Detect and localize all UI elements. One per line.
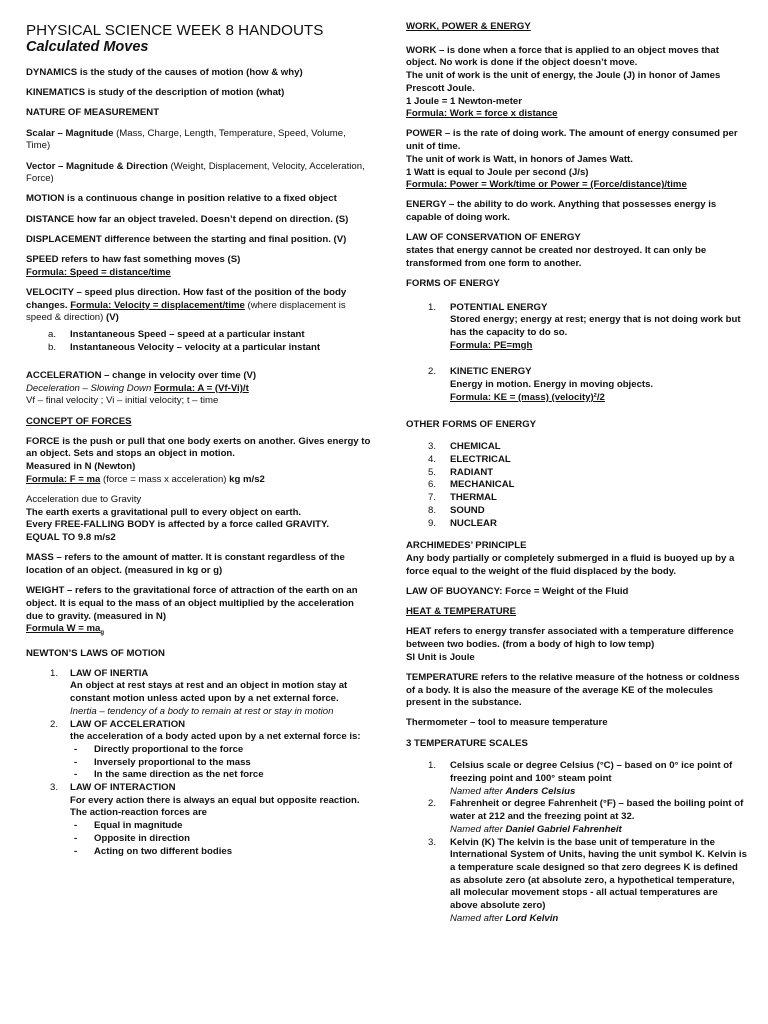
dynamics-term: DYNAMICS (26, 67, 78, 78)
form-text: Stored energy; energy at rest; energy that is not doing work but has the capacity to do so. (450, 314, 741, 339)
weight-def (26, 585, 372, 640)
speed-def (26, 254, 372, 279)
list-item (406, 479, 748, 492)
left-column (26, 22, 372, 858)
power-formula: Formula: Power = Work/time or Power = (Force/distance)/time (406, 179, 687, 191)
list-item (26, 668, 372, 719)
form-name: POTENTIAL ENERGY (450, 301, 548, 313)
law-name: LAW OF ACCELERATION (70, 718, 186, 730)
list-item: - Opposite in direction (26, 833, 372, 846)
list-marker: 4. (428, 453, 437, 465)
list-item: - Acting on two different bodies (26, 846, 372, 859)
power-line: The unit of work is Watt, in honors of James Watt. (406, 153, 633, 165)
list-item (406, 760, 748, 798)
heat-temp-heading: HEAT & TEMPERATURE (406, 606, 516, 618)
velocity-list (26, 329, 372, 354)
list-text: SOUND (450, 504, 485, 516)
heat-unit: SI Unit is Joule (406, 651, 475, 663)
weight-formula-sub: g (100, 630, 105, 637)
form-text: Energy in motion. Energy in moving objects. (450, 379, 654, 391)
force-note: (force = mass x acceleration) (100, 473, 230, 485)
gravity-line: EQUAL TO 9.8 m/s2 (26, 532, 116, 544)
work-line: WORK – is done when a force that is applied to an object moves that object. No work is done if the object doesn’t move. (406, 44, 719, 69)
scale-text: Kelvin (K) The kelvin is the base unit of temperature in the International System of Units, having the unit symbol K. Kelvin is a temperature scale designed so that zero degrees K is defined as absolute zero (at absolute zero, a hypothetical temperature, all molecular movement stops - all actual temperatures are above absolute zero) (450, 836, 747, 912)
list-marker: 8. (428, 504, 437, 516)
list-item (26, 342, 372, 355)
other-forms-heading: OTHER FORMS OF ENERGY (406, 418, 537, 430)
law-name: LAW OF INERTIA (70, 667, 149, 679)
acceleration-vars: Vf – final velocity ; Vi – initial velocity; t – time (26, 395, 219, 407)
scale-named: Named after (450, 912, 506, 924)
nature-heading: NATURE OF MEASUREMENT (26, 107, 160, 119)
speed-text: SPEED refers to haw fast something moves (S) (26, 254, 241, 266)
list-marker: 2. (428, 366, 437, 378)
law-text: An object at rest stays at rest and an object in motion stay at constant motion unless acted upon by a net external force. (70, 680, 348, 705)
list-marker: 1. (50, 667, 59, 679)
acceleration-law-points (26, 744, 372, 782)
acceleration-def (26, 370, 372, 408)
list-item: - Inversely proportional to the mass (26, 757, 372, 770)
forms-heading: FORMS OF ENERGY (406, 277, 500, 289)
acceleration-formula: Formula: A = (Vf-Vi)/t (153, 382, 249, 394)
dynamics-text: is the study of the causes of motion (how & why) (77, 67, 303, 78)
list-item: - In the same direction as the net force (26, 769, 372, 782)
vector-text: (Weight, Displacement, Velocity, Acceleration, Force) (26, 160, 365, 185)
list-marker: 5. (428, 466, 437, 478)
velocity-text: VELOCITY – speed plus direction. How fast of the position of the body changes. (26, 286, 347, 311)
scalar-def (26, 128, 372, 153)
list-item (406, 505, 748, 518)
list-text: RADIANT (450, 466, 494, 478)
gravity-heading: Acceleration due to Gravity (26, 494, 142, 506)
vector-def (26, 161, 372, 186)
list-marker: 1. (428, 760, 437, 772)
list-marker: 3. (428, 441, 437, 453)
heat-def (406, 626, 748, 664)
mass-def: MASS – refers to the amount of matter. It is constant regardless of the location of an object. (measured in kg or g) (26, 552, 345, 577)
list-item: - Directly proportional to the force (26, 744, 372, 757)
law-note: Inertia – tendency of a body to remain at rest or stay in motion (70, 705, 334, 717)
force-formula: Formula: F = ma (26, 473, 101, 485)
list-item (406, 518, 748, 531)
list-item (406, 467, 748, 480)
list-marker: 3. (50, 782, 59, 794)
scale-text: Celsius scale or degree Celsius (°C) – based on 0° ice point of freezing point and 100° steam point (450, 760, 733, 785)
wpe-heading: WORK, POWER & ENERGY (406, 21, 531, 32)
kinematics-def (26, 87, 372, 100)
temperature-def: TEMPERATURE refers to the relative measure of the hotness or coldness of a body. It is also the measure of the average KE of the molecules present in the substance. (406, 671, 740, 709)
velocity-def (26, 287, 372, 355)
list-marker: 1. (428, 301, 437, 313)
speed-formula: Formula: Speed = distance/time (26, 266, 171, 278)
kinematics-term: KINEMATICS (26, 87, 85, 99)
scale-named: Named after (450, 785, 506, 797)
list-item: - Equal in magnitude (26, 820, 372, 833)
power-line: POWER – is the rate of doing work. The amount of energy consumed per unit of time. (406, 128, 738, 153)
power-line: 1 Watt is equal to Joule per second (J/s) (406, 166, 589, 178)
conservation-heading: LAW OF CONSERVATION OF ENERGY (406, 232, 581, 244)
interaction-law-points (26, 820, 372, 858)
list-item (26, 329, 372, 342)
law-text: the acceleration of a body acted upon by a net external force is: (70, 731, 361, 743)
law-text: For every action there is always an equal but opposite reaction. The action-reaction forces are (70, 794, 360, 819)
scale-person: Anders Celsius (505, 785, 576, 797)
list-marker: 2. (50, 718, 59, 730)
heat-text: HEAT refers to energy transfer associated with a temperature difference between two bodies. (from a body of high to low temp) (406, 626, 734, 650)
weight-formula: Formula W = ma (26, 623, 101, 635)
list-item (26, 719, 372, 744)
forces-heading: CONCEPT OF FORCES (26, 415, 132, 427)
weight-text: WEIGHT – refers to the gravitational force of attraction of the earth on an object. It is equal to the mass of an object multiplied by the acceleration due to gravity. (measured in N) (26, 585, 358, 622)
forms-list (406, 302, 748, 405)
work-line: The unit of work is the unit of energy, the Joule (J) in honor of James Prescott Joule. (406, 70, 721, 94)
list-item (406, 302, 748, 353)
velocity-formula: Formula: Velocity = displacement/time (70, 299, 245, 311)
scalar-term: Scalar – Magnitude (26, 127, 114, 139)
kinematics-text: is study of the description of motion (what) (84, 87, 285, 99)
form-name: KINETIC ENERGY (450, 366, 532, 378)
list-item (406, 441, 748, 454)
displacement-def: DISPLACEMENT difference between the starting and final position. (V) (26, 233, 347, 245)
deceleration-text: Deceleration – Slowing Down (26, 382, 154, 394)
list-text: NUCLEAR (450, 517, 497, 529)
list-marker: 7. (428, 492, 437, 504)
newton-heading: NEWTON’S LAWS OF MOTION (26, 647, 165, 659)
scale-person: Lord Kelvin (505, 912, 559, 924)
list-item (406, 366, 748, 404)
gravity-line: Every FREE-FALLING BODY is affected by a force called GRAVITY. (26, 519, 329, 531)
scales-list (406, 760, 748, 925)
list-text: CHEMICAL (450, 441, 501, 453)
force-unit: Measured in N (Newton) (26, 461, 136, 473)
velocity-note: (where displacement is speed & direction) (26, 299, 346, 324)
scale-named: Named after (450, 823, 506, 835)
motion-def: MOTION is a continuous change in position relative to a fixed object (26, 193, 337, 205)
force-def (26, 436, 372, 487)
work-line: 1 Joule = 1 Newton-meter (406, 95, 522, 107)
form-formula: Formula: KE = (mass) (velocity)²/2 (450, 391, 605, 403)
list-marker: b. (48, 341, 57, 353)
list-text: Instantaneous Velocity – velocity at a particular instant (70, 341, 321, 353)
newton-laws-list (26, 668, 372, 744)
force-units: kg m/s2 (229, 473, 265, 485)
buoyancy-def: LAW OF BUOYANCY: Force = Weight of the Fluid (406, 585, 629, 597)
velocity-tag: (V) (103, 312, 119, 324)
list-item (26, 782, 372, 820)
list-text: ELECTRICAL (450, 453, 511, 465)
work-def (406, 45, 748, 121)
scalar-text: (Mass, Charge, Length, Temperature, Speed, Volume, Time) (26, 127, 346, 152)
acceleration-text: ACCELERATION – change in velocity over time (V) (26, 369, 257, 381)
list-marker: a. (48, 329, 57, 341)
list-text: MECHANICAL (450, 479, 515, 491)
law-name: LAW OF INTERACTION (70, 782, 176, 794)
archimedes-heading: ARCHIMEDES’ PRINCIPLE (406, 540, 527, 552)
scale-text: Fahrenheit or degree Fahrenheit (°F) – based the boiling point of water at 212 and the freezing point at 32. (450, 798, 744, 823)
thermometer-def: Thermometer – tool to measure temperature (406, 717, 608, 729)
page-title: PHYSICAL SCIENCE WEEK 8 HANDOUTS (26, 22, 324, 39)
newton-laws-list-cont (26, 782, 372, 820)
force-text: FORCE is the push or pull that one body exerts on another. Gives energy to an object. Sets and stops an object in motion. (26, 435, 371, 460)
list-marker: 6. (428, 479, 437, 491)
vector-term: Vector – Magnitude & Direction (26, 160, 168, 172)
distance-def: DISTANCE how far an object traveled. Doesn’t depend on direction. (S) (26, 213, 349, 225)
list-item (406, 798, 748, 836)
list-item (406, 454, 748, 467)
page-subtitle: Calculated Moves (26, 39, 149, 55)
gravity-def (26, 494, 372, 545)
dynamics-def (26, 67, 372, 80)
right-column (406, 21, 748, 925)
scale-person: Daniel Gabriel Fahrenheit (505, 823, 622, 835)
work-formula: Formula: Work = force x distance (406, 108, 558, 120)
archimedes-def (406, 540, 748, 578)
list-marker: 3. (428, 836, 437, 848)
list-text: Instantaneous Speed – speed at a particular instant (70, 329, 305, 341)
energy-def: ENERGY – the ability to do work. Anything that possesses energy is capable of doing work. (406, 199, 717, 224)
gravity-line: The earth exerts a gravitational pull to every object on earth. (26, 506, 302, 518)
scales-heading: 3 TEMPERATURE SCALES (406, 737, 528, 749)
list-item (406, 837, 748, 926)
archimedes-text: Any body partially or completely submerged in a fluid is buoyed up by a force equal to the weight of the fluid displaced by the body. (406, 552, 735, 577)
conservation-def (406, 232, 748, 270)
other-forms-list (406, 441, 748, 530)
power-def (406, 128, 748, 192)
list-item (406, 492, 748, 505)
list-marker: 2. (428, 798, 437, 810)
conservation-text: states that energy cannot be created nor destroyed. It can only be transformed from one form to another. (406, 245, 707, 269)
list-marker: 9. (428, 517, 437, 529)
list-text: THERMAL (450, 492, 497, 504)
form-formula: Formula: PE=mgh (450, 339, 533, 351)
